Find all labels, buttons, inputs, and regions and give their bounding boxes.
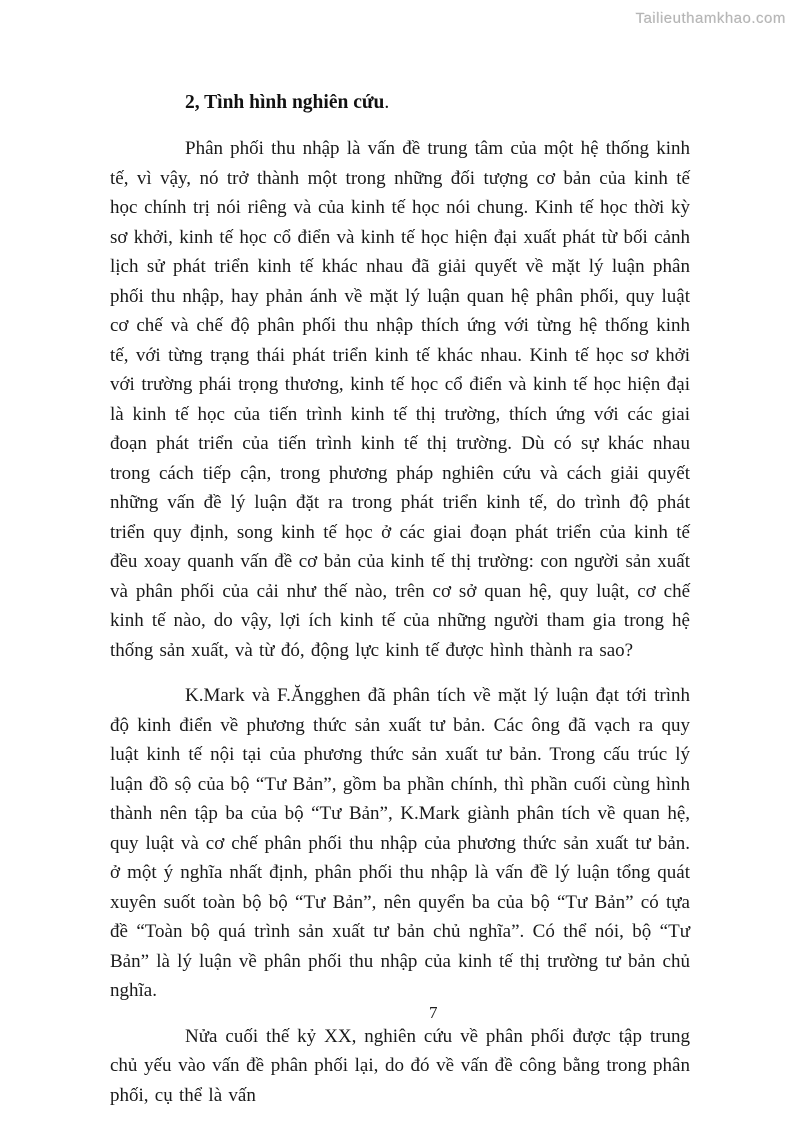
section-heading-text: 2, Tình hình nghiên cứu (185, 92, 385, 113)
section-heading (110, 88, 690, 117)
page-content (110, 88, 690, 1123)
paragraph: Phân phối thu nhập là vấn đề trung tâm của một hệ thống kinh tế, vì vậy, nó trở thành một trong những đối tượng cơ bản của kinh tế học chính trị nói riêng và của kinh tế học nói chung. Kinh tế học thời kỳ sơ khởi, kinh tế học cổ điển và kinh tế học hiện đại xuất phát từ bối cảnh lịch sử phát triển kinh tế khác nhau đã giải quyết về mặt lý luận phân phối thu nhập, hay phản ánh về mặt lý luận quan hệ phân phối, quy luật cơ chế và chế độ phân phối thu nhập thích ứng với từng hệ thống kinh tế, với từng trạng thái phát triển kinh tế khác nhau. Kinh tế học sơ khởi với trường phái trọng thương, kinh tế học cổ điển và kinh tế học hiện đại là kinh tế học của tiến trình kinh tế thị trường, thích ứng với các giai đoạn phát triển của tiến trình kinh tế thị trường. Dù có sự khác nhau trong cách tiếp cận, trong phương pháp nghiên cứu và cách giải quyết những vấn đề lý luận đặt ra trong phát triển kinh tế, do trình độ phát triển quy định, song kinh tế học ở các giai đoạn phát triển của kinh tế đều xoay quanh vấn đề cơ bản của kinh tế thị trường: con người sản xuất và phân phối của cải như thế nào, trên cơ sở quan hệ, quy luật, cơ chế kinh tế nào, do vậy, lợi ích kinh tế của những người tham gia trong hệ thống sản xuất, và từ đó, động lực kinh tế được hình thành ra sao? (110, 138, 690, 661)
watermark-text: Tailieuthamkhao.com (635, 10, 786, 27)
page-number: 7 (429, 1003, 438, 1022)
paragraph: Nửa cuối thế kỷ XX, nghiên cứu về phân phối được tập trung chủ yếu vào vấn đề phân phối lại, do đó về vấn đề công bằng trong phân phối, cụ thể là vấn (110, 1025, 690, 1106)
section-heading-period: . (384, 92, 390, 113)
paragraph: K.Mark và F.Ăngghen đã phân tích về mặt lý luận đạt tới trình độ kinh điển về phương thức sản xuất tư bản. Các ông đã vạch ra quy luật kinh tế nội tại của phương thức sản xuất tư bản. Trong cấu trúc lý luận đồ sộ của bộ “Tư Bản”, gồm ba phần chính, thì phần cuối cùng hình thành nên tập ba của bộ “Tư Bản”, K.Mark giành phân tích về quan hệ, quy luật và cơ chế phân phối thu nhập của phương thức sản xuất tư bản. ở một ý nghĩa nhất định, phân phối thu nhập là vấn đề lý luận tổng quát xuyên suốt toàn bộ bộ “Tư Bản”, nên quyển ba của bộ “Tư Bản” có tựa đề “Toàn bộ quá trình sản xuất tư bản chủ nghĩa”. Có thể nói, bộ “Tư Bản” là lý luận về phân phối thu nhập của kinh tế thị trường tư bản chủ nghĩa. (110, 685, 690, 1001)
